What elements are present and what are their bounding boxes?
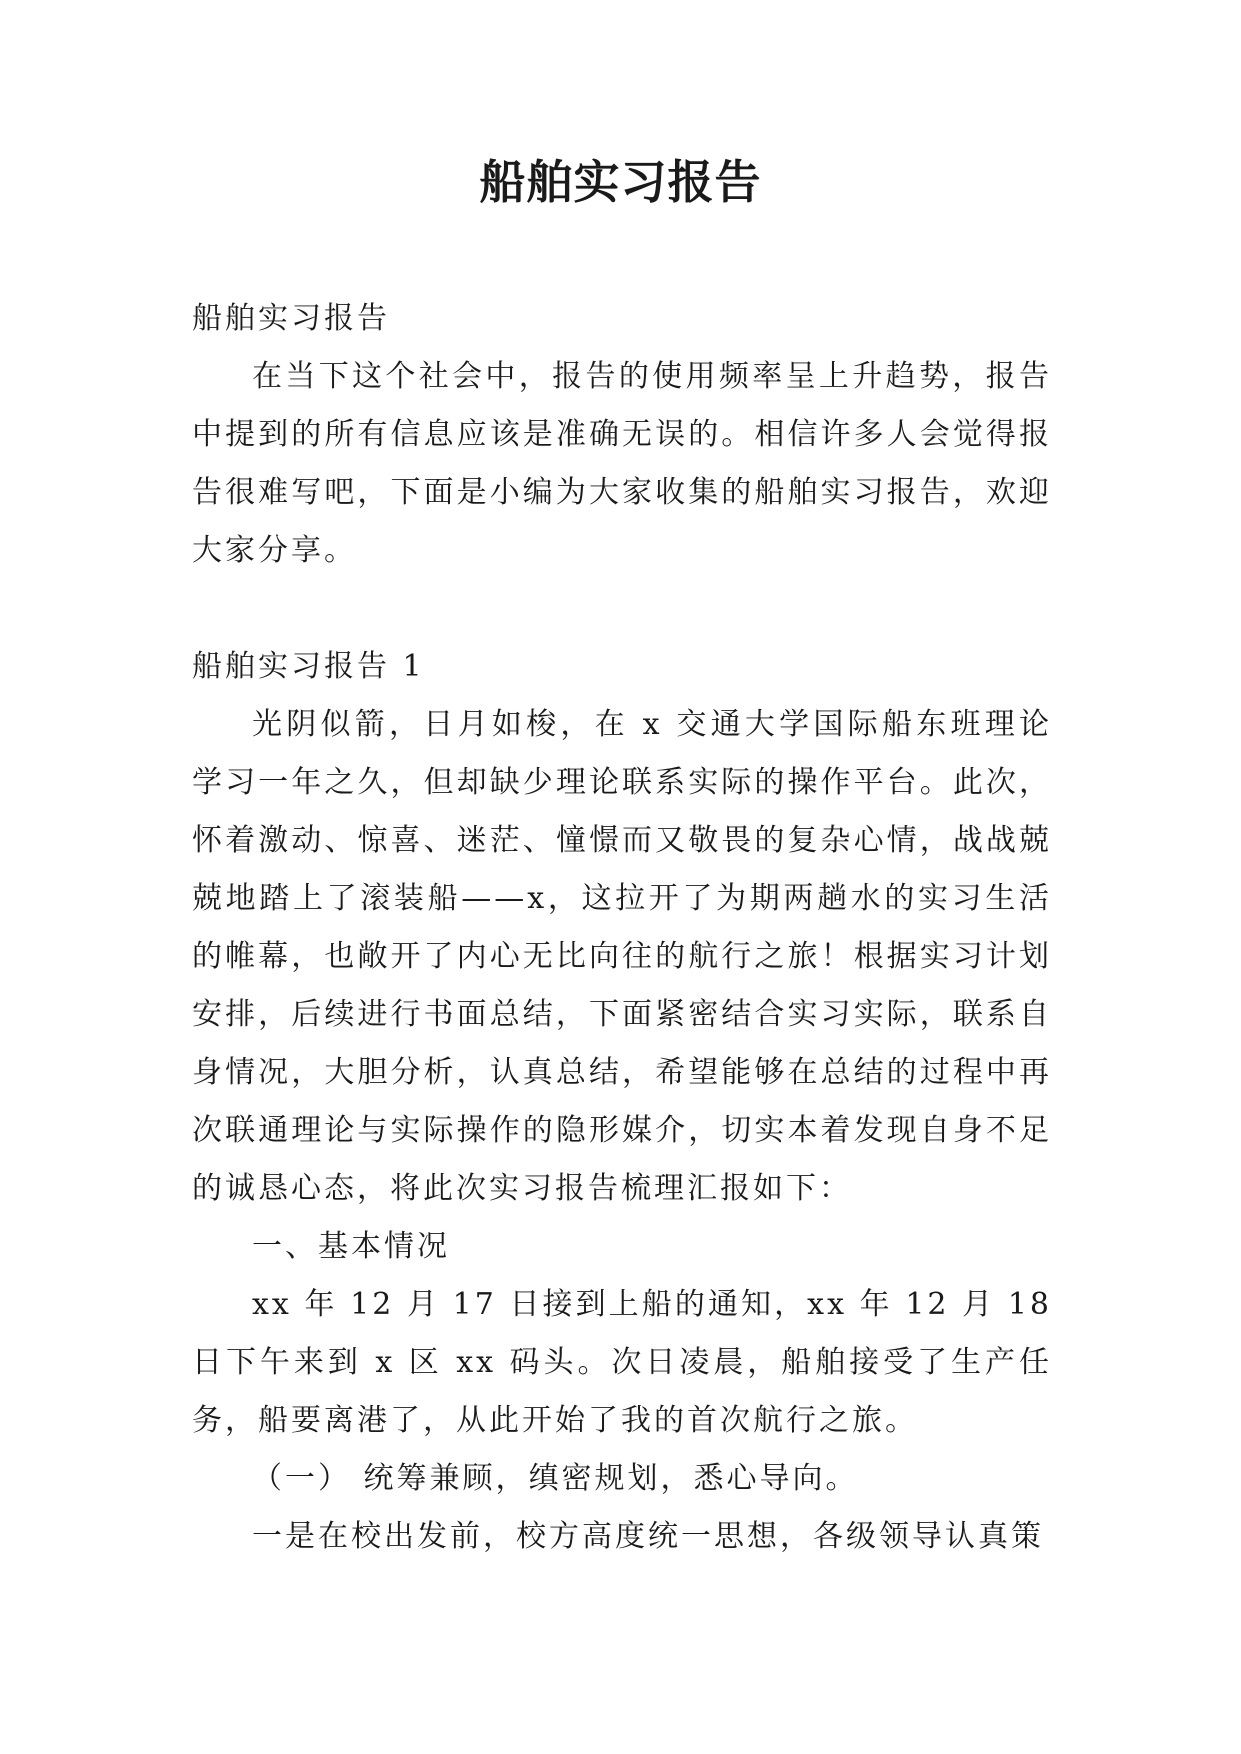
continued-paragraph: 一是在校出发前，校方高度统一思想，各级领导认真策 bbox=[252, 1519, 1044, 1554]
basic-situation-heading: 一、基本情况 bbox=[252, 1229, 450, 1264]
document-title: 船舶实习报告 bbox=[479, 155, 762, 209]
sub-heading: （一） 统筹兼顾，缜密规划，悉心导向。 bbox=[252, 1461, 859, 1496]
document-body bbox=[192, 290, 1052, 1566]
section-paragraph: 光阴似箭，日月如梭，在 x 交通大学国际船东班理论学习一年之久，但却缺少理论联系实际的操作平台。此次，怀着激动、惊喜、迷茫、憧憬而又敬畏的复杂心情，战战兢兢地踏上了滚装船——x，这拉开了为期两趟水的实习生活的帷幕，也敞开了内心无比向往的航行之旅！根据实习计划安排，后续进行书面总结，下面紧密结合实习实际，联系自身情况，大胆分析，认真总结，希望能够在总结的过程中再次联通理论与实际操作的隐形媒介，切实本着发现自身不足的诚恳心态，将此次实习报告梳理汇报如下： bbox=[192, 707, 1052, 1206]
subtitle: 船舶实习报告 bbox=[192, 301, 390, 336]
paragraph-gap bbox=[192, 580, 1052, 638]
intro-paragraph: 在当下这个社会中，报告的使用频率呈上升趋势，报告中提到的所有信息应该是准确无误的。相信许多人会觉得报告很难写吧，下面是小编为大家收集的船舶实习报告，欢迎大家分享。 bbox=[192, 359, 1052, 568]
section-heading: 船舶实习报告 1 bbox=[192, 649, 425, 684]
basic-situation-paragraph: xx 年 12 月 17 日接到上船的通知，xx 年 12 月 18 日下午来到 x 区 xx 码头。次日凌晨，船舶接受了生产任务，船要离港了，从此开始了我的首次航行之旅。 bbox=[192, 1287, 1052, 1438]
